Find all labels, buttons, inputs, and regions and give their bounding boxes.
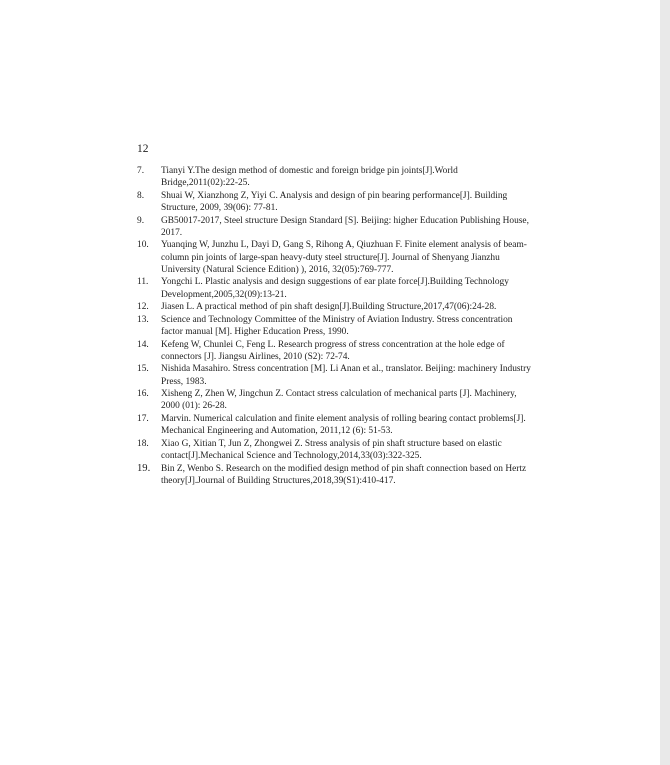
reference-number: 13.: [137, 314, 149, 325]
reference-number: 19.: [137, 462, 151, 474]
reference-item: [137, 239, 532, 276]
reference-item: [137, 339, 532, 363]
reference-text: Xiao G, Xitian T, Jun Z, Zhongwei Z. Stress analysis of pin shaft structure based on elastic contact[J].Mechanical Science and Technology,2014,33(03):322-325.: [161, 438, 502, 461]
viewer-gutter: [660, 0, 670, 765]
reference-number: 16.: [137, 389, 149, 400]
reference-text: Kefeng W, Chunlei C, Feng L. Research progress of stress concentration at the hole edge of connectors [J]. Jiangsu Airlines, 2010 (S2): 72-74.: [161, 339, 505, 362]
reference-item: [137, 388, 532, 412]
reference-item: [137, 463, 532, 487]
reference-number: 17.: [137, 413, 149, 424]
reference-text: Science and Technology Committee of the Ministry of Aviation Industry. Stress concentration factor manual [M]. Higher Education Press, 1990.: [161, 314, 513, 337]
reference-number: 14.: [137, 339, 149, 350]
reference-number: 10.: [137, 240, 149, 251]
reference-text: Yuanqing W, Junzhu L, Dayi D, Gang S, Rihong A, Qiuzhuan F. Finite element analysis of beam-column pin joints of large-span heavy-duty steel structure[J]. Journal of Shenyang Jianzhu University (Natural Science Edition) ), 2016, 32(05):769-777.: [161, 240, 527, 275]
reference-item: [137, 276, 532, 300]
reference-item: [137, 190, 532, 214]
reference-item: [137, 215, 532, 239]
reference-item: [137, 413, 532, 437]
reference-number: 15.: [137, 364, 149, 375]
reference-item: [137, 301, 532, 313]
reference-item: [137, 438, 532, 462]
reference-number: 11.: [137, 277, 149, 288]
reference-text: Xisheng Z, Zhen W, Jingchun Z. Contact stress calculation of mechanical parts [J]. Machinery, 2000 (01): 26-28.: [161, 389, 517, 412]
reference-number: 18.: [137, 438, 149, 449]
reference-text: GB50017-2017, Steel structure Design Standard [S]. Beijing: higher Education Publishing House, 2017.: [161, 215, 529, 238]
reference-number: 9.: [137, 215, 145, 226]
reference-number: 7.: [137, 166, 145, 176]
reference-item: [137, 363, 532, 387]
reference-text: Shuai W, Xianzhong Z, Yiyi C. Analysis and design of pin bearing performance[J]. Building Structure, 2009, 39(06): 77-81.: [161, 190, 508, 213]
reference-item: [137, 165, 532, 189]
reference-item: [137, 314, 532, 338]
reference-text: Nishida Masahiro. Stress concentration [M]. Li Anan et al., translator. Beijing: machinery Industry Press, 1983.: [161, 364, 531, 387]
reference-text: Jiasen L. A practical method of pin shaft design[J].Building Structure,2017,47(06):24-28.: [161, 302, 497, 313]
page-number: 12: [137, 143, 149, 155]
reference-text: Marvin. Numerical calculation and finite element analysis of rolling bearing contact problems[J]. Mechanical Engineering and Automation, 2011,12 (6): 51-53.: [161, 413, 526, 437]
reference-text: Bin Z, Wenbo S. Research on the modified design method of pin shaft connection based on Hertz theory[J].Journal of Building Structures,2018,39(S1):410-417.: [161, 463, 527, 486]
reference-number: 8.: [137, 190, 145, 201]
reference-text: Tianyi Y.The design method of domestic and foreign bridge pin joints[J].World Bridge,2011(02):22-25.: [161, 166, 458, 189]
reference-list: [137, 165, 532, 487]
reference-text: Yongchi L. Plastic analysis and design suggestions of ear plate force[J].Building Technology Development,2005,32(09):13-21.: [161, 277, 509, 300]
reference-number: 12.: [137, 302, 149, 313]
